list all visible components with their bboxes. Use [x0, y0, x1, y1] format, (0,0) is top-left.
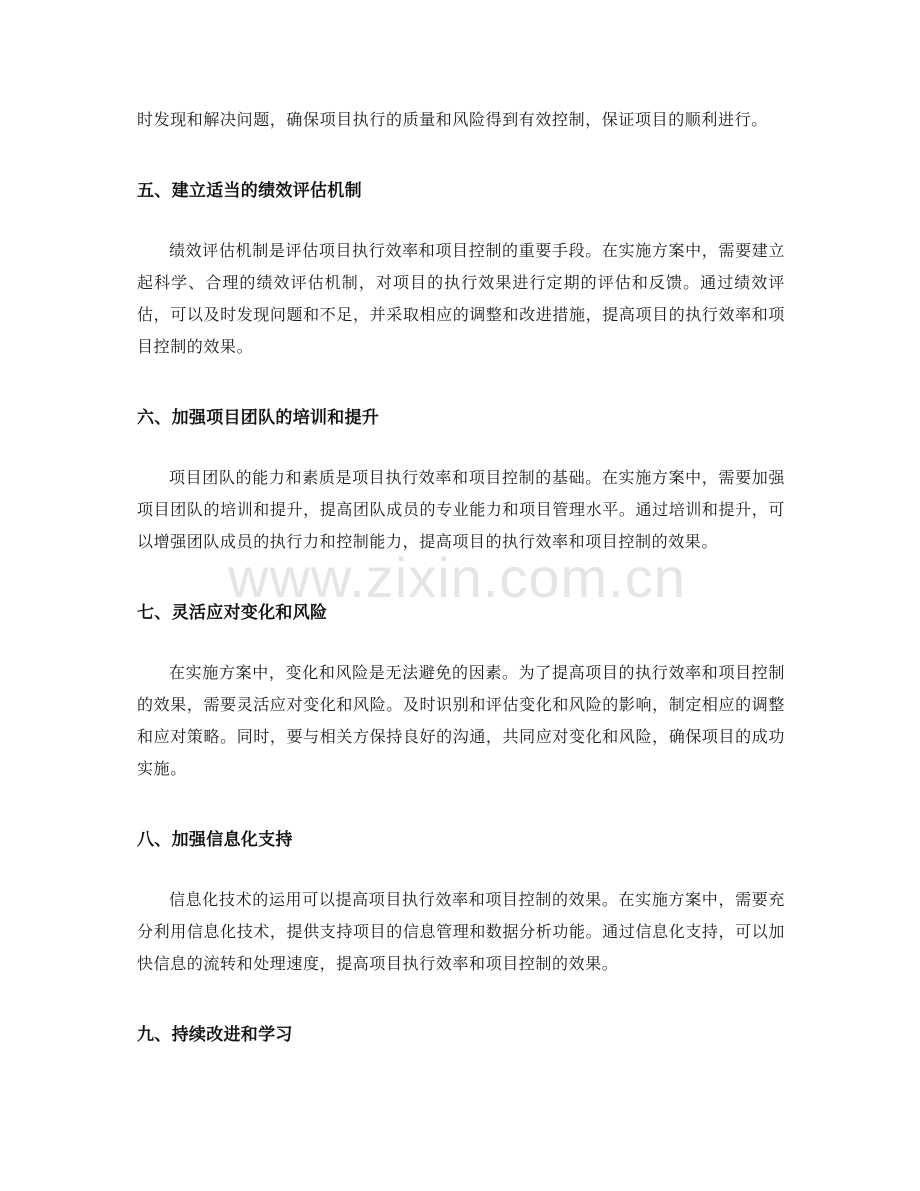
section-paragraph-7: 在实施方案中，变化和风险是无法避免的因素。为了提高项目的执行效率和项目控制的效果，需要灵活应对变化和风险。及时识别和评估变化和风险的影响，制定相应的调整和应对策略。同时，要与相关方保持良好的沟通，共同应对变化和风险，确保项目的成功实施。 [137, 663, 785, 778]
document-body [137, 104, 785, 1051]
intro-paragraph: 时发现和解决问题，确保项目执行的质量和风险得到有效控制，保证项目的顺利进行。 [137, 110, 768, 129]
section-heading-8: 八、加强信息化支持 [137, 830, 293, 850]
section-paragraph-8: 信息化技术的运用可以提高项目执行效率和项目控制的效果。在实施方案中，需要充分利用信息化技术，提供支持项目的信息管理和数据分析功能。通过信息化支持，可以加快信息的流转和处理速度，提高项目执行效率和项目控制的效果。 [137, 890, 785, 973]
section-paragraph-5: 绩效评估机制是评估项目执行效率和项目控制的重要手段。在实施方案中，需要建立起科学、合理的绩效评估机制，对项目的执行效果进行定期的评估和反馈。通过绩效评估，可以及时发现问题和不足，并采取相应的调整和改进措施，提高项目的执行效率和项目控制的效果。 [137, 241, 785, 356]
section-heading-5: 五、建立适当的绩效评估机制 [137, 181, 362, 201]
section-heading-6: 六、加强项目团队的培训和提升 [137, 408, 380, 428]
section-heading-9: 九、持续改进和学习 [137, 1025, 293, 1045]
watermark-text: www.zixin.com.cn [228, 546, 686, 609]
section-paragraph-6: 项目团队的能力和素质是项目执行效率和项目控制的基础。在实施方案中，需要加强项目团队的培训和提升，提高团队成员的专业能力和项目管理水平。通过培训和提升，可以增强团队成员的执行力和控制能力，提高项目的执行效率和项目控制的效果。 [137, 468, 785, 551]
section-heading-7: 七、灵活应对变化和风险 [137, 603, 328, 623]
